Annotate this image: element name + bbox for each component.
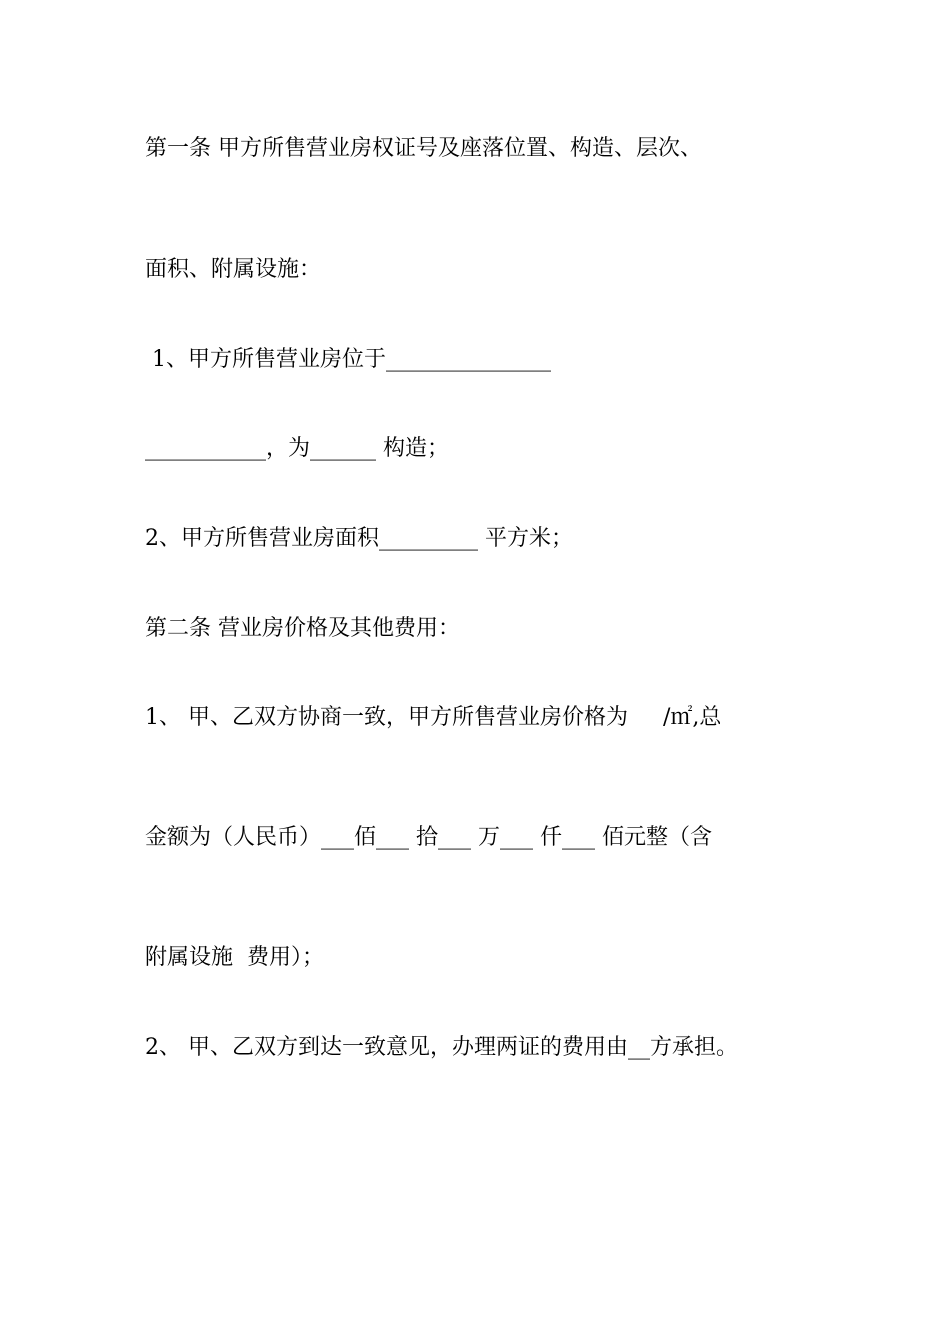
article-1-heading-line-1: 第一条 甲方所售营业房权证号及座落位置、构造、层次、 bbox=[145, 136, 702, 161]
article-1-heading-line-2: 面积、附属设施： bbox=[145, 257, 322, 282]
article-2-item-1-line-1: 1、 甲、乙双方协商一致，甲方所售营业房价格为 /㎡,总 bbox=[145, 705, 722, 730]
article-2-item-1-line-2: 金额为（人民币）___佰___ 拾___ 万___ 仟___ 佰元整（含 bbox=[145, 825, 712, 850]
article-1-item-2: 2、甲方所售营业房面积_________ 平方米； bbox=[145, 526, 573, 551]
article-2-item-1-line-3: 附属设施 费用）； bbox=[145, 945, 324, 970]
article-1-item-1-line-2: ___________，为______ 构造； bbox=[145, 436, 449, 461]
article-1-item-1-line-1: 1、甲方所售营业房位于_______________ bbox=[145, 347, 551, 372]
article-2-item-2: 2、 甲、乙双方到达一致意见，办理两证的费用由__方承担。 bbox=[145, 1035, 738, 1060]
article-2-heading: 第二条 营业房价格及其他费用： bbox=[145, 616, 460, 641]
